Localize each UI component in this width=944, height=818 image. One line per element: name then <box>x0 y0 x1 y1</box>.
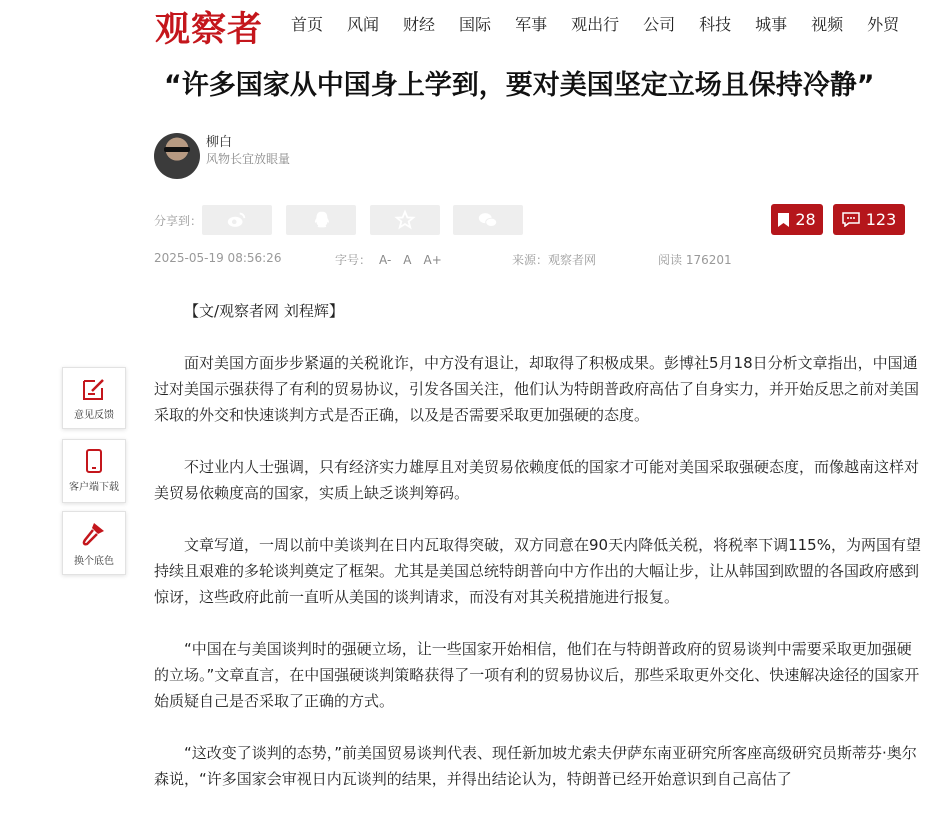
change-background-button[interactable] <box>62 511 126 575</box>
article-paragraph: “这改变了谈判的态势，”前美国贸易谈判代表、现任新加坡尤索夫伊萨东南亚研究所客座高级研究员斯蒂芬·奥尔森说，“许多国家会审视日内瓦谈判的结果，并得出结论认为，特朗普已经开始意识到自己高估了 <box>154 744 917 788</box>
article-paragraph: 文章写道，一周以前中美谈判在日内瓦取得突破，双方同意在90天内降低关税，将税率下调115%，为两国有望持续且艰难的多轮谈判奠定了框架。尤其是美国总统特朗普向中方作出的大幅让步，让从韩国到欧盟的各国政府感到惊讶，这些政府此前一直听从美国的谈判请求，而没有对其关税措施进行报复。 <box>154 536 921 606</box>
edit-icon <box>81 376 107 402</box>
font-size-increase[interactable]: A+ <box>423 253 442 267</box>
font-size-label: 字号： <box>335 253 372 267</box>
bookmark-count: 28 <box>795 210 816 229</box>
view-count: 阅读 176201 <box>658 253 732 267</box>
author-avatar[interactable] <box>154 133 200 179</box>
article-paragraph: 不过业内人士强调，只有经济实力雄厚且对美贸易依赖度低的国家才可能对美国采取强硬态度，而像越南这样对美贸易依赖度高的国家，实质上缺乏谈判筹码。 <box>154 458 920 502</box>
paint-brush-icon <box>80 520 108 548</box>
nav-item-fengwen[interactable]: 风闻 <box>347 15 380 34</box>
main-nav <box>291 12 923 35</box>
nav-item-company[interactable]: 公司 <box>643 15 676 34</box>
article-byline: 【文/观察者网 刘程辉】 <box>184 302 344 320</box>
share-qzone-button[interactable] <box>370 205 440 235</box>
background-label: 换个底色 <box>74 556 114 567</box>
nav-item-video[interactable]: 视频 <box>811 15 844 34</box>
share-label: 分享到： <box>154 214 203 228</box>
comment-icon <box>842 212 860 227</box>
font-size-decrease[interactable]: A- <box>379 253 392 267</box>
article-paragraph: 面对美国方面步步紧逼的关税讹诈，中方没有退让，却取得了积极成果。彭博社5月18日分析文章指出，中国通过对美国示强获得了有利的贸易协议，引发各国关注，他们认为特朗普政府高估了自身实力，并开始反思之前对美国采取的外交和快速谈判方式是否正确，以及是否需要采取更加强硬的态度。 <box>154 354 920 424</box>
font-size-control <box>335 251 442 268</box>
nav-item-military[interactable]: 军事 <box>515 15 548 34</box>
share-weibo-button[interactable] <box>202 205 272 235</box>
app-download-button[interactable] <box>62 439 126 503</box>
comment-count: 123 <box>865 210 897 229</box>
nav-item-finance[interactable]: 财经 <box>403 15 436 34</box>
wechat-icon <box>477 209 499 231</box>
weibo-icon <box>226 209 248 231</box>
bookmark-button[interactable] <box>771 204 823 235</box>
article-body <box>154 298 926 818</box>
share-qq-button[interactable] <box>286 205 356 235</box>
article-paragraph: “中国在与美国谈判时的强硬立场，让一些国家开始相信，他们在与特朗普政府的贸易谈判中需要采取更加强硬的立场。”文章直言，在中国强硬谈判策略获得了一项有利的贸易协议后，那些采取更外交化、快速解决途径的国家开始质疑自己是否采取了正确的方式。 <box>154 640 920 710</box>
star-icon <box>394 209 416 231</box>
nav-item-tech[interactable]: 科技 <box>699 15 732 34</box>
nav-item-trade[interactable]: 外贸 <box>867 15 900 34</box>
author-name[interactable]: 柳白 <box>206 135 233 150</box>
nav-item-international[interactable]: 国际 <box>459 15 492 34</box>
feedback-button[interactable] <box>62 367 126 429</box>
nav-item-city[interactable]: 城事 <box>755 15 788 34</box>
qq-icon <box>310 209 332 231</box>
share-wechat-button[interactable] <box>453 205 523 235</box>
comment-button[interactable] <box>833 204 905 235</box>
article-source: 来源：观察者网 <box>512 253 597 267</box>
author-description: 风物长宜放眼量 <box>206 152 291 166</box>
download-label: 客户端下载 <box>69 482 119 493</box>
publish-date: 2025-05-19 08:56:26 <box>154 251 282 265</box>
site-logo[interactable]: 观察者 <box>155 9 264 50</box>
nav-item-home[interactable]: 首页 <box>291 15 324 34</box>
feedback-label: 意见反馈 <box>74 410 114 421</box>
article-title: “许多国家从中国身上学到，要对美国坚定立场且保持冷静” <box>164 70 875 101</box>
bookmark-icon <box>778 213 789 227</box>
nav-item-travel[interactable]: 观出行 <box>571 15 620 34</box>
mobile-phone-icon <box>81 448 107 474</box>
font-size-normal[interactable]: A <box>403 253 412 267</box>
